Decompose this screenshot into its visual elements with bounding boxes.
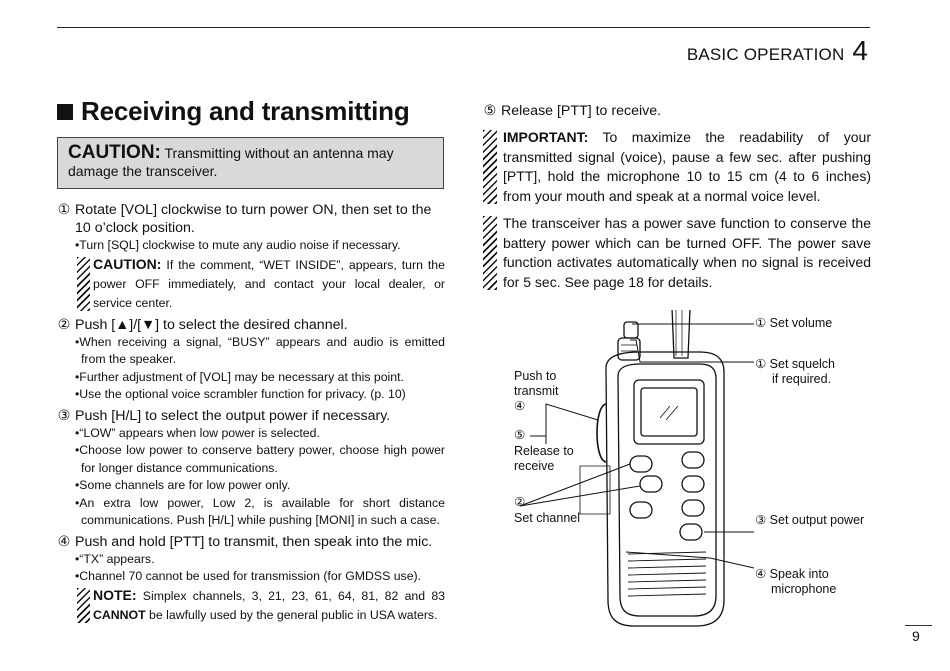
bullet-item: •Use the optional voice scrambler function for privacy. (p. 10) (75, 387, 406, 401)
page-header (687, 35, 868, 67)
hatch-marker-icon (483, 130, 497, 204)
note-tail-text: be lawfully used by the general public in USA waters. (145, 607, 438, 622)
step-3 (57, 407, 445, 425)
hatch-marker-icon (77, 257, 90, 311)
power-save-note (483, 214, 871, 292)
label-microphone: microphone (771, 582, 837, 596)
key-icon (640, 476, 662, 492)
label-channel-number: ② (514, 495, 526, 509)
step-2 (57, 316, 445, 334)
key-icon (682, 500, 704, 516)
top-rule (57, 27, 870, 28)
display-icon (634, 380, 704, 444)
bullet-item: •Choose low power to conserve battery power, choose high power for longer distance communications. (75, 443, 445, 475)
page-number: 9 (912, 628, 920, 644)
speaker-grille-icon (628, 552, 706, 596)
label-set-volume: ① Set volume (755, 316, 833, 330)
section-heading (57, 96, 445, 127)
bullet-item: •Turn [SQL] clockwise to mute any audio noise if necessary. (75, 238, 401, 252)
key-icon (682, 452, 704, 468)
label-receive: receive (514, 459, 555, 473)
bullet-item: •An extra low power, Low 2, is available for short distance communications. Push [H/L] while pushing [MONI] in such a case. (75, 495, 445, 527)
note-text: If the comment, “WET INSIDE”, appears, turn the power OFF immediately, and contact your local dealer, or service center. (93, 257, 445, 310)
hatch-marker-icon (77, 588, 90, 623)
right-column (483, 102, 871, 292)
bullet-item: •“LOW” appears when low power is selected. (75, 425, 320, 440)
important-text: To maximize the readability of your transmitted signal (voice), pause a few sec. after pushing [PTT], hold the microphone 10 to 15 cm (4 to 6 inches) from your mouth and speak at a normal voice level. (503, 129, 871, 204)
label-push-to: Push to (514, 369, 557, 383)
step-text: Release [PTT] to receive. (501, 103, 662, 119)
antenna-icon (672, 310, 690, 358)
label-if-required: if required. (772, 372, 832, 386)
bullet-item: •When receiving a signal, “BUSY” appears and audio is emitted from the speaker. (75, 334, 445, 366)
header-section-title: BASIC OPERATION (686, 45, 845, 64)
label-set-squelch: ① Set squelch (755, 357, 835, 371)
usa-channel-note (57, 586, 445, 625)
header-chapter-number: 4 (852, 35, 868, 66)
bullet-item: •Channel 70 cannot be used for transmission (for GMDSS use). (75, 569, 422, 583)
step-number: ③ (57, 407, 71, 424)
label-set-output-power: ③ Set output power (755, 513, 865, 527)
step-1 (57, 201, 445, 237)
hatch-marker-icon (483, 216, 497, 290)
step-number: ② (57, 316, 71, 333)
key-icon (682, 476, 704, 492)
label-transmit: transmit (514, 384, 559, 398)
caution-note (57, 255, 445, 313)
label-release-to: Release to (514, 444, 574, 458)
caution-label: CAUTION: (68, 142, 161, 163)
important-note (483, 128, 871, 206)
radio-diagram (510, 310, 880, 635)
step-number: ④ (57, 533, 71, 550)
note-text: Simplex channels, 3, 21, 23, 61, 64, 81, 82 and 83 (136, 588, 445, 603)
left-column (57, 96, 445, 625)
key-icon (630, 456, 652, 472)
caution-box (57, 137, 444, 189)
bullet-item: •Further adjustment of [VOL] may be necessary at this point. (75, 369, 404, 384)
note-label: NOTE: (93, 586, 137, 603)
step-number: ① (57, 202, 71, 218)
step-5 (483, 102, 871, 120)
key-icon (680, 524, 702, 540)
bullet-item: •Some channels are for low power only. (75, 478, 291, 492)
note-bold-text: CANNOT (93, 607, 146, 622)
step-text: Push and hold [PTT] to transmit, then speak into the mic. (75, 533, 433, 550)
note-label: CAUTION: (93, 255, 162, 272)
label-speak-into: ④ Speak into (755, 567, 829, 581)
step-number: ⑤ (483, 103, 497, 119)
label-release-number: ⑤ (514, 428, 526, 442)
important-label: IMPORTANT: (503, 129, 589, 145)
caution-text: Transmitting without an antenna may damage the transceiver. (68, 145, 394, 179)
step-4 (57, 533, 445, 551)
label-push-number: ④ (514, 399, 526, 413)
bullet-item: •“TX” appears. (75, 551, 155, 566)
step-text: Push [▲]/[▼] to select the desired channel. (75, 316, 348, 333)
power-save-text: The transceiver has a power save function to conserve the battery power which can be turned OFF. The power save function activates automatically when no signal is received for 5 sec. See page 18 for details. (503, 215, 871, 290)
key-icon (630, 502, 652, 518)
label-set-channel: Set channel (514, 511, 581, 525)
step-text: Rotate [VOL] clockwise to turn power ON, then set to the 10 o’clock position. (75, 202, 432, 236)
step-text: Push [H/L] to select the output power if necessary. (75, 407, 391, 424)
section-title: Receiving and transmitting (81, 96, 410, 126)
page-number-rule (905, 625, 932, 626)
square-bullet-icon (57, 104, 73, 120)
ptt-button-icon (597, 404, 606, 462)
